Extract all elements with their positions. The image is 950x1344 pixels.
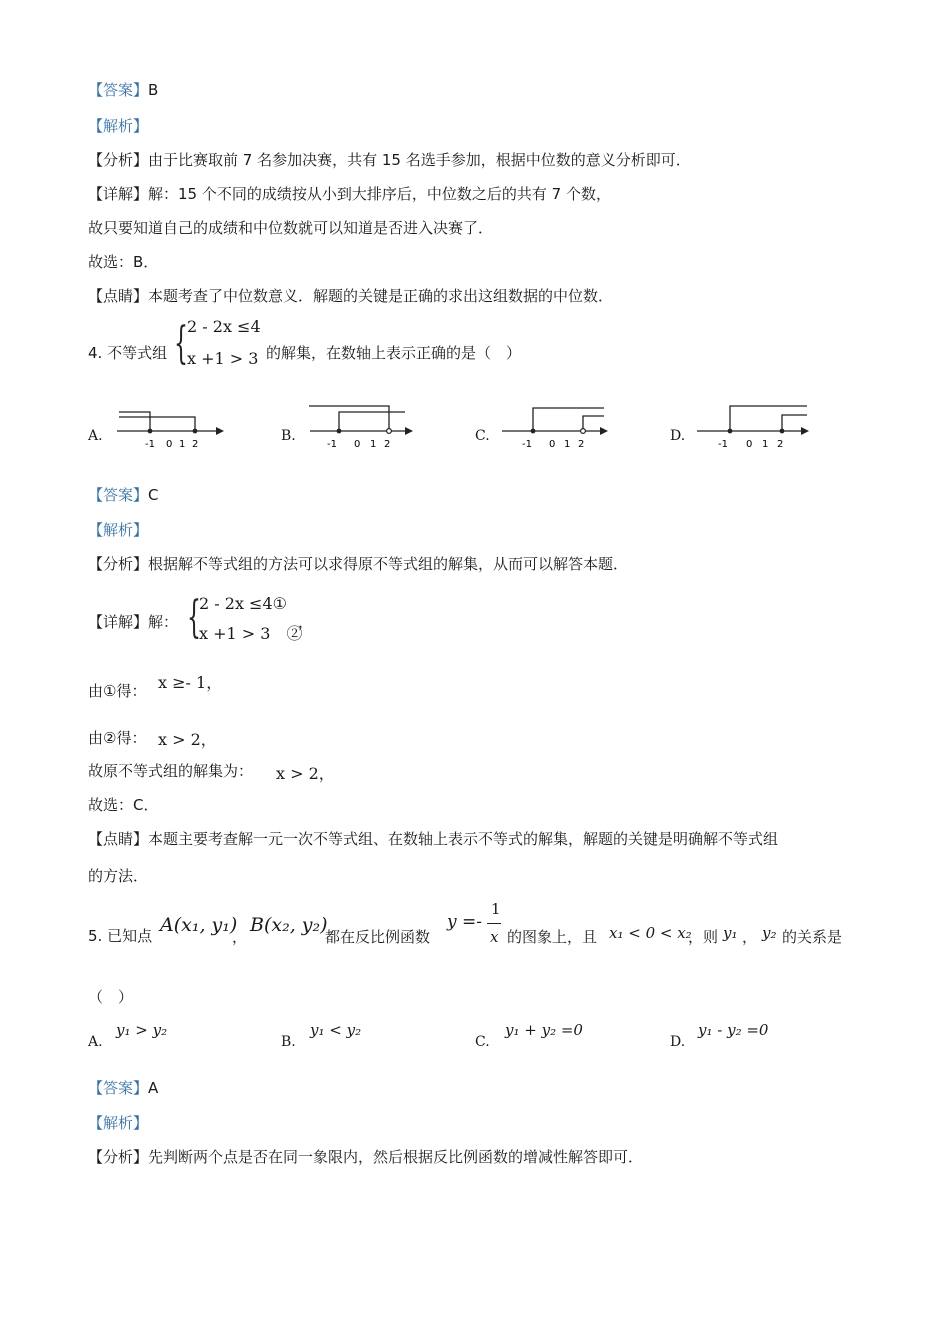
q4-detail-comma: ，: [298, 613, 314, 631]
q5-suffix: 的关系是: [782, 928, 843, 946]
fraction-bar: [487, 923, 501, 924]
q3-choose-line: 故选：B．: [88, 253, 159, 271]
tick-label: 1: [179, 439, 186, 450]
tick-label: -1: [522, 439, 532, 450]
q4-detail-lead: [88, 612, 178, 632]
answer-tag: 【答案】: [88, 486, 149, 504]
q4-option-d-label[interactable]: D.: [670, 428, 686, 444]
step3-expr: x > 2: [276, 764, 319, 783]
tick-label: 0: [354, 439, 361, 450]
step-label: 由①得：: [88, 682, 147, 700]
q4-step3-math: x > 2，: [276, 764, 335, 783]
q4-option-d-numberline[interactable]: [695, 400, 817, 452]
q5-option-b-expr[interactable]: y₁ < y₂: [310, 1021, 362, 1039]
fenxi-text: 先判断两个点是否在同一象限内，然后根据反比例函数的增减性解答即可．: [148, 1148, 644, 1166]
q3-fenxi-line: [88, 150, 691, 170]
q4-option-b-label[interactable]: B.: [281, 428, 296, 444]
fenxi-tag: 【分析】: [88, 1148, 149, 1166]
detail-tag: 【详解】: [88, 613, 149, 631]
analysis-tag: 【解析】: [88, 117, 149, 135]
q4-step1-math: x ≥- 1，: [158, 673, 223, 692]
q3-answer-line: [88, 80, 158, 100]
tick-label: -1: [145, 439, 155, 450]
q4-answer-line: [88, 485, 159, 505]
q4-review-line-2: 的方法．: [88, 867, 149, 885]
q4-review-line: [88, 829, 778, 849]
q4-option-b-numberline[interactable]: [305, 400, 425, 452]
answer-tag: 【答案】: [88, 1079, 149, 1097]
q4-step3: [88, 761, 253, 781]
q5-option-c-label[interactable]: C.: [475, 1034, 490, 1050]
q4-suffix: 的解集，在数轴上表示正确的是（ ）: [266, 344, 522, 362]
q5-var-y1: y₁: [723, 924, 738, 942]
review-tag: 【点睛】: [88, 287, 149, 305]
q4-step2: [88, 728, 146, 748]
q5-condition: x₁ < 0 < x₂: [609, 924, 692, 942]
q5-option-b-label[interactable]: B.: [281, 1034, 296, 1050]
q5-analysis-tag: [88, 1113, 148, 1133]
tick-label: 2: [777, 439, 784, 450]
q3-analysis-tag: [88, 116, 148, 136]
q5-option-d-label[interactable]: D.: [670, 1034, 686, 1050]
q4-detail-ineq-1: 2 - 2x ≤4①: [199, 594, 287, 613]
q4-fenxi-line: [88, 554, 628, 574]
tick-label: -1: [327, 439, 337, 450]
fenxi-text: 根据解不等式组的方法可以求得原不等式组的解集，从而可以解答本题．: [148, 555, 629, 573]
q4-prefix: 4. 不等式组: [88, 344, 168, 362]
q4-option-c-label[interactable]: C.: [475, 428, 490, 444]
q5-func-den: x: [490, 928, 499, 946]
q4-detail-ineq-2: x +1 > 3 ②: [199, 624, 303, 643]
tick-label: 0: [549, 439, 556, 450]
fenxi-tag: 【分析】: [88, 555, 149, 573]
q5-paren: （ ）: [88, 988, 134, 1006]
step2-expr: x > 2: [158, 730, 201, 749]
q5-mid: 都在反比例函数: [325, 928, 431, 946]
answer-value: A: [148, 1079, 159, 1097]
q5-point-sep: ，: [232, 928, 248, 946]
analysis-tag: 【解析】: [88, 1114, 149, 1132]
q5-option-c-expr[interactable]: y₁ + y₂ =0: [505, 1021, 583, 1039]
q5-option-a-label[interactable]: A.: [88, 1034, 103, 1050]
brace-icon: {: [187, 592, 201, 643]
review-text: 本题考查了中位数意义．解题的关键是正确的求出这组数据的中位数．: [148, 287, 614, 305]
tick-label: 2: [384, 439, 391, 450]
q5-option-a-expr[interactable]: y₁ > y₂: [116, 1021, 168, 1039]
q5-fenxi-line: [88, 1147, 643, 1167]
answer-value: C: [148, 486, 159, 504]
detail-tag: 【详解】: [88, 185, 149, 203]
tick-label: 2: [578, 439, 585, 450]
q3-review-line: [88, 286, 613, 306]
q4-ineq-1: 2 - 2x ≤4: [187, 317, 261, 336]
tick-label: -1: [718, 439, 728, 450]
q3-detail-line-2: 故只要知道自己的成绩和中位数就可以知道是否进入决赛了．: [88, 219, 494, 237]
fenxi-text: 由于比赛取前 7 名参加决赛，共有 15 名选手参加，根据中位数的意义分析即可．: [148, 151, 691, 169]
q5-mid3: ，则: [688, 928, 719, 946]
q3-detail-line: [88, 184, 611, 204]
step-label: 由②得：: [88, 729, 147, 747]
q5-sep2: ，: [742, 928, 758, 946]
q4-ineq-2: x +1 > 3: [187, 349, 259, 368]
detail-text: 解：15 个不同的成绩按从小到大排序后，中位数之后的共有 7 个数，: [148, 185, 611, 203]
tick-label: 1: [564, 439, 571, 450]
tick-label: 1: [370, 439, 377, 450]
q5-point-a: A(x₁, y₁): [160, 914, 238, 936]
q5-var-y2: y₂: [762, 924, 777, 942]
tick-label: 0: [166, 439, 173, 450]
review-text: 本题主要考查解一元一次不等式组、在数轴上表示不等式的解集，解题的关键是明确解不等式组: [148, 830, 779, 848]
analysis-tag: 【解析】: [88, 521, 149, 539]
brace-icon: {: [174, 318, 188, 369]
fenxi-tag: 【分析】: [88, 151, 149, 169]
tick-label: 1: [762, 439, 769, 450]
q5-option-d-expr[interactable]: y₁ - y₂ =0: [698, 1021, 769, 1039]
tick-label: 2: [192, 439, 199, 450]
answer-value: B: [148, 81, 159, 99]
q4-step1: [88, 681, 146, 701]
review-tag: 【点睛】: [88, 830, 149, 848]
detail-text: 解：: [148, 613, 179, 631]
answer-tag: 【答案】: [88, 81, 149, 99]
step-label: 故原不等式组的解集为：: [88, 762, 254, 780]
q4-analysis-tag: [88, 520, 148, 540]
q5-func-num: 1: [491, 900, 501, 918]
q4-choose-line: 故选：C．: [88, 796, 159, 814]
q4-option-c-numberline[interactable]: [500, 400, 615, 452]
q5-func-lhs: y =-: [447, 912, 482, 932]
q5-answer-line: [88, 1078, 158, 1098]
q5-mid2: 的图象上，且: [507, 928, 598, 946]
tick-label: 0: [746, 439, 753, 450]
q4-option-a-numberline[interactable]: [112, 400, 232, 452]
q5-point-b: B(x₂, y₂): [250, 914, 328, 936]
q5-prefix: 5. 已知点: [88, 927, 153, 945]
q4-option-a-label[interactable]: A.: [88, 428, 103, 444]
step1-expr: x ≥- 1: [158, 673, 207, 692]
q4-step2-math: x > 2，: [158, 730, 217, 749]
